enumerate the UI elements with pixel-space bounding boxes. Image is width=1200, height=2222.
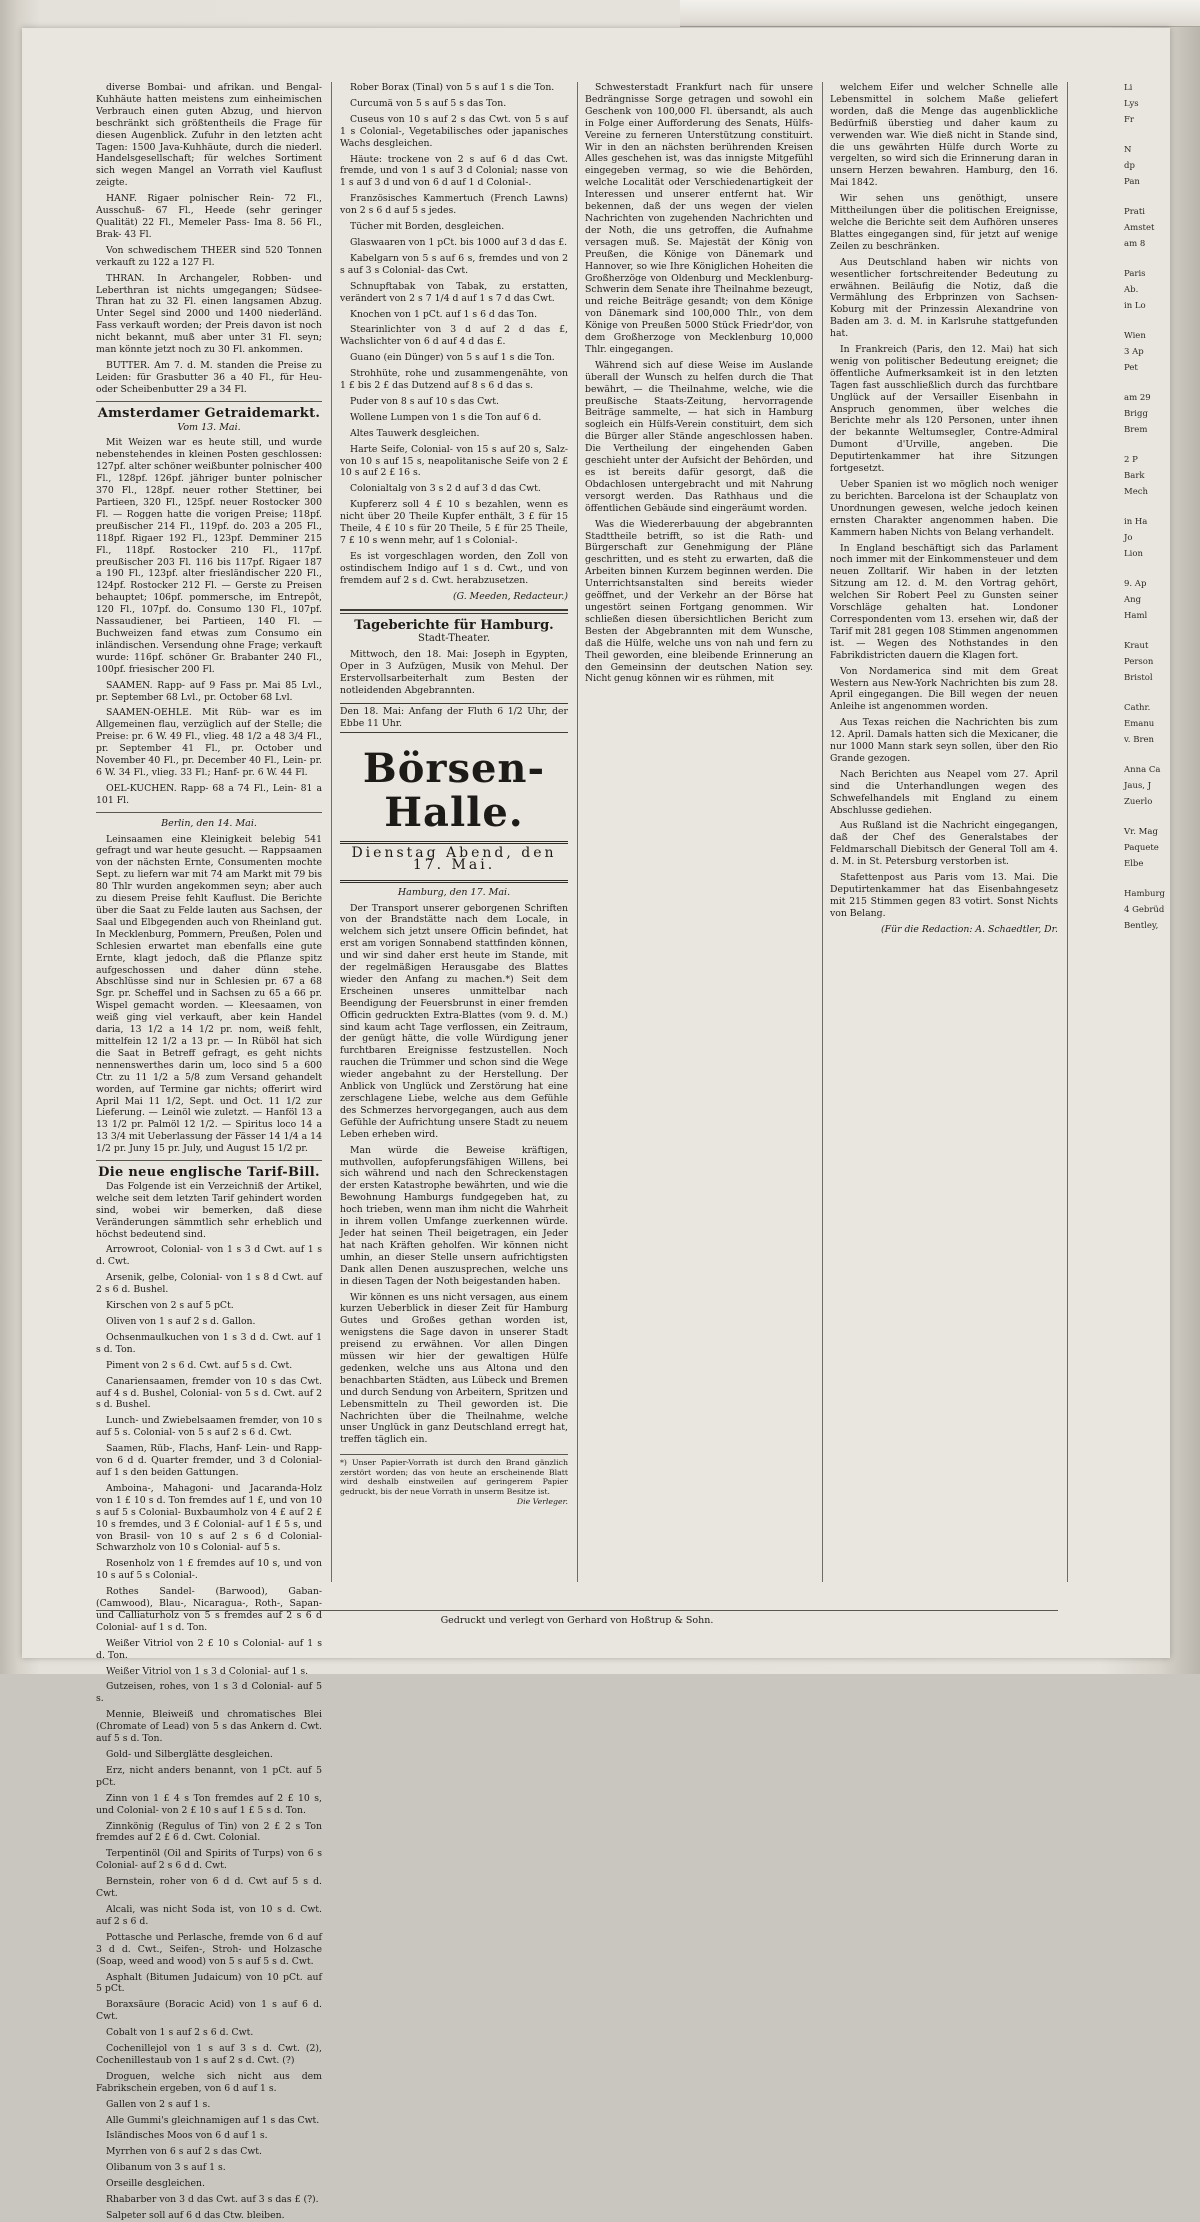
edge-fragment: Pan — [1124, 177, 1140, 187]
edge-fragment: Lys — [1124, 99, 1139, 109]
edge-fragment: Ab. — [1124, 285, 1139, 295]
tariff-entry: Rothes Sandel- (Barwood), Gaban- (Camwood), Blau-, Nicaragua-, Roth-, Sapan- und Calliaturholz von 5 s fremdes auf 2 s 6 d Colonial- auf 1 s d. Ton. — [96, 1586, 322, 1633]
tariff-entry: Kabelgarn von 5 s auf 6 s, fremdes und von 2 s auf 3 s Colonial- das Cwt. — [340, 252, 568, 276]
separator — [96, 812, 322, 813]
paragraph: In Frankreich (Paris, den 12. Mai) hat sich wenig von politischer Bedeutung ereignet; die öffentliche Aufmerksamkeit ist in den letzten Tagen fast ausschließlich durch das furchtbare Unglück auf der Versailler Eisenbahn in Anspruch genommen, über welches die Berichte mehr als 120 Personen, unter ihnen der bekannte Weltumsegler, Contre-Admiral Dumont d'Urville, angeben. Die Deputirtenkammer hat ihre Sitzungen fortgesetzt. — [830, 344, 1058, 475]
tariff-entry: Terpentinöl (Oil and Spirits of Turps) von 6 s Colonial- auf 2 s 6 d d. Cwt. — [96, 1848, 322, 1872]
edge-fragment: Brem — [1124, 425, 1148, 435]
footnote-signature: Die Verleger. — [516, 1496, 568, 1506]
edge-fragment: Fr — [1124, 115, 1134, 125]
paragraph: Wir sehen uns genöthigt, unsere Mittheilungen über die politischen Ereignisse, welche die Berichte seit dem Aufhören unseres Blattes eingegangen sind, für jetzt auf wenige Zeilen zu beschränken. — [830, 193, 1058, 252]
paragraph: Aus Rußland ist die Nachricht eingegangen, daß der Chef des Generalstabes der Feldmarschall Diebitsch der General Toll am 4. d. M. in St. Petersburg verstorben ist. — [830, 820, 1058, 868]
double-rule — [340, 609, 568, 614]
tariff-entry: Französisches Kammertuch (French Lawns) von 2 s 6 d auf 5 s jedes. — [340, 193, 568, 217]
paragraph: welchem Eifer und welcher Schnelle alle Lebensmittel in solchem Maße geliefert worden, daß die Menge das augenblickliche Bedürfniß überstieg und daher kaum zu verwenden war. Wie dieß nicht in Stande sind, die uns gewährten Hülfe durch Worte zu vergelten, so wird sich die Erinnerung daran in unsern Herzen bewahren. Hamburg, den 16. Mai 1842. — [830, 82, 1058, 189]
tariff-entry: Arrowroot, Colonial- von 1 s 3 d Cwt. auf 1 s d. Cwt. — [96, 1244, 322, 1268]
tariff-entry: Oliven von 1 s auf 2 s d. Gallon. — [106, 1316, 256, 1327]
edge-fragment: Brigg — [1124, 409, 1148, 419]
theatre-venue: Stadt-Theater. — [417, 633, 491, 645]
paragraph: HANF. Rigaer polnischer Rein- 72 Fl., Ausschuß- 67 Fl., Heede (sehr geringer Qualität) 22 Fl., Memeler Pass- Ima 8. 56 Fl., Brak- 43 Fl. — [96, 193, 322, 240]
tariff-entry: Zinnkönig (Regulus of Tin) von 2 £ 2 s Ton fremdes auf 2 £ 6 d. Cwt. Colonial. — [96, 1820, 322, 1844]
paragraph: Aus Texas reichen die Nachrichten bis zum 12. April. Damals hatten sich die Mexicaner, die nur 1000 Mann stark seyn sollen, über den Rio Grande gezogen. — [830, 717, 1058, 764]
tide-times: Den 18. Mai: Anfang der Fluth 6 1/2 Uhr, der Ebbe 11 Uhr. — [340, 703, 568, 733]
redacteur-signature: (G. Meeden, Redacteur.) — [453, 590, 568, 602]
tariff-entry: Gold- und Silberglätte desgleichen. — [106, 1749, 273, 1760]
tariff-entry: Rosenholz von 1 £ fremdes auf 10 s, und von 10 s auf 5 s Colonial-. — [96, 1558, 322, 1582]
masthead-rule — [340, 841, 568, 844]
edge-fragment: Elbe — [1124, 859, 1144, 869]
adjacent-page-fragments — [1124, 82, 1168, 1602]
edge-fragment: Bristol — [1124, 673, 1153, 683]
political-news — [830, 82, 1058, 920]
amsterdam-report — [96, 437, 322, 806]
paragraph: SAAMEN-OEHLE. Mit Rüb- war es im Allgemeinen flau, verzüglich auf der Stelle; die Preise: pr. 6 W. 49 Fl., vlieg. 48 1/2 a 48 3/4 Fl., pr. September 41 Fl., pr. October und November 40 Fl., pr. December 40 Fl., Lein- pr. 6 W. 34 Fl., vlieg. 33 Fl.; Hanf- pr. 6 W. 44 Fl. — [96, 707, 322, 778]
tariff-entry: Mennie, Bleiweiß und chromatisches Blei (Chromate of Lead) von 5 s das Ankern d. Cwt. auf 5 s d. Ton. — [96, 1709, 322, 1745]
tariff-list-continued — [340, 82, 568, 587]
edge-fragment: in Lo — [1124, 301, 1146, 311]
tariff-entry: Tücher mit Borden, desgleichen. — [350, 221, 505, 233]
paragraph: Mit Weizen war es heute still, und wurde nebenstehendes in kleinen Posten geschlossen: 127pf. alter schöner weißbunter polnischer 400 Fl., 128pf. 126pf. jähriger bunter polnischer 370 Fl., 128pf. neuer rother Stettiner, bei Partieen, 320 Fl., 125pf. neuer Rostocker 300 Fl. — Roggen hatte die vorigen Preise; 118pf. preußischer 214 Fl., 119pf. do. 203 a 205 Fl., 118pf. Rigaer 192 Fl., 123pf. Demminer 215 Fl., 118pf. Rostocker 210 Fl., 117pf. preußischer 203 Fl. 116 bis 117pf. Rigaer 187 a 190 Fl., 123pf. alter friesländischer 220 Fl., 124pf. Rostocker 212 Fl. — Gerste zu Preisen behauptet; 106pf. pommersche, im Entrepôt, 120 Fl., 107pf. do. Consumo 130 Fl., 107pf. Nassaudiener, bei Partieen, 140 Fl. — Buchweizen fand etwas zum Consumo ein inländischen. Versendung ohne Frage; verkauft wurde: 116pf. schöner Gr. Brabanter 240 Fl., 100pf. friesischer 200 Fl. — [96, 437, 322, 675]
tariff-heading: Die neue englische Tarif-Bill. — [98, 1165, 320, 1181]
tariff-entry: Zinn von 1 £ 4 s Ton fremdes auf 2 £ 10 s, und Colonial- von 2 £ 10 s auf 1 £ 5 s d. Ton. — [96, 1792, 322, 1816]
edge-fragment: v. Bren — [1124, 735, 1155, 745]
tariff-entry: Glaswaaren von 1 pCt. bis 1000 auf 3 d das £. — [350, 236, 568, 248]
edge-fragment: am 29 — [1124, 393, 1151, 403]
tariff-entry: Rhabarber von 3 d das Cwt. auf 3 s das £ (?). — [106, 2194, 319, 2206]
edge-fragment: Jo — [1124, 533, 1133, 543]
tariff-entry: Stearinlichter von 3 d auf 2 d das £, Wachslichter von 6 d auf 4 d das £. — [340, 324, 568, 348]
paragraph: Leinsaamen eine Kleinigkeit belebig 541 gefragt und war heute gesucht. — Rappsaamen von der nächsten Ernte, Consumenten mochte Sept. zu liefern war mit 74 am Markt mit 79 bis 80 Thlr wurden angekommen seyn; aber auch zu diesem Preise fehlt Kauflust. Die Berichte über die Saat zu Felde lauten aus Sachsen, der Saal und Elbgegenden auch von Rheinland gut. In Mecklenburg, Pommern, Preußen, Polen und Schlesien erwartet man ebenfalls eine gute Ernte, klagt jedoch, daß die Pflanze spitz aufgeschossen und daher dünn stehe. Abschlüsse sind nur in Schlesien pr. 67 a 68 Sgr. pr. Scheffel und in Sachsen zu 65 a 66 pr. Wispel gemacht worden. — Kleesaamen, von weiß ging viel verkauft, aber kein Handel daria, 13 1/2 a 14 1/2 pr. nom, weiß fehlt, mittelfein 12 1/2 a 13 pr. — In Rüböl hat sich die Saat in Betreff gefragt, es geht nichts nennenswerthes darin um, loco sind 5 a 600 Ctr. zu 11 1/2 a 5/8 zum Versand gehandelt worden, auf Termine gar nichts; offerirt wird April Mai 11 1/2, Sept. und Oct. 11 1/2 zur Lieferung. — Leinöl wie zuletzt. — Hanföl 13 a 13 1/2 pr. Palmöl 12 1/2. — Spiritus loco 14 a 13 3/4 mit Ueberlassung der Fässer 14 1/4 a 14 1/2 pr. Juny 15 pr. July, und August 15 1/2 pr. — [96, 833, 322, 1155]
edge-fragment: Bark — [1124, 471, 1145, 481]
edge-fragment: Hamburg — [1124, 889, 1165, 899]
footnote-text: *) Unser Papier-Vorrath ist durch den Brand gänzlich zerstört worden; das von heute an erscheinende Blatt wird deshalb einstweilen auf geringerem Papier gedruckt, bis der neue Vorrath in unserm Besitze ist. — [340, 1458, 568, 1497]
column-rule — [577, 82, 578, 1582]
paragraph: BUTTER. Am 7. d. M. standen die Preise zu Leiden: für Grasbutter 36 a 40 Fl., für Heu- oder Scheibenbutter 29 a 34 Fl. — [96, 359, 322, 395]
tariff-entry: Cuseus von 10 s auf 2 s das Cwt. von 5 s auf 1 s Colonial-, Vegetabilisches oder japanisches Wachs desgleichen. — [340, 113, 568, 149]
tariff-entry: Puder von 8 s auf 10 s das Cwt. — [350, 395, 499, 407]
edge-fragment: Person — [1124, 657, 1154, 667]
tariff-entry: Erz, nicht anders benannt, von 1 pCt. auf 5 pCt. — [96, 1764, 322, 1788]
column-relief-report — [585, 82, 813, 1602]
paragraph: Von Nordamerica sind mit dem Great Western aus New-York Nachrichten bis zum 28. April eingegangen. Die Bill wegen der neuen Anleihe ist angenommen worden. — [830, 665, 1058, 713]
tariff-entry: Pottasche und Perlasche, fremde von 6 d auf 3 d d. Cwt., Seifen-, Stroh- und Holzasche (Soap, weed and wood) von 5 s auf 5 s d. Cwt. — [96, 1931, 322, 1967]
edge-fragment: Prati — [1124, 207, 1145, 217]
tariff-entry: Isländisches Moos von 6 d auf 1 s. — [106, 2130, 268, 2142]
column-theatre-boersen — [340, 82, 568, 1602]
paragraph: diverse Bombai- und afrikan. und Bengal-Kuhhäute hatten meistens zum einheimischen Verbrauch einen guten Abzug, und hiervon beschränkt sich größtentheils die Frage für diesen Augenblick. Zufuhr in den letzten acht Tagen: 1500 Java-Kuhhäute, durch die niederl. Handelsgesellschaft; für welches Sortiment sich wegen Mangel an Vorrath viel Kauflust zeigte. — [96, 82, 322, 189]
edge-fragment: Jaus, J — [1124, 781, 1152, 791]
edge-fragment: Zuerlo — [1124, 797, 1153, 807]
tariff-entry: Cobalt von 1 s auf 2 s 6 d. Cwt. — [106, 2027, 254, 2039]
tariff-entry: Canariensaamen, fremder von 10 s das Cwt. auf 4 s d. Bushel, Colonial- von 5 s d. Cwt. auf 2 s d. Bushel. — [96, 1375, 323, 1411]
tariff-entry: Rober Borax (Tinal) von 5 s auf 1 s die Ton. — [350, 82, 555, 93]
tariff-entry: Arsenik, gelbe, Colonial- von 1 s 8 d Cwt. auf 2 s 6 d. Bushel. — [96, 1272, 322, 1296]
tariff-entry: Boraxsäure (Boracic Acid) von 1 s auf 6 d. Cwt. — [96, 1999, 322, 2023]
tariff-entry: Gallen von 2 s auf 1 s. — [106, 2098, 211, 2110]
edge-fragment: in Ha — [1124, 517, 1148, 527]
tariff-entry: Piment von 2 s 6 d. Cwt. auf 5 s d. Cwt. — [106, 1359, 293, 1371]
tariff-entry: Weißer Vitriol von 1 s 3 d Colonial- auf 1 s. — [106, 1665, 309, 1677]
edge-fragment: 9. Ap — [1124, 579, 1147, 589]
hamburg-article — [340, 903, 568, 1447]
paragraph: OEL-KUCHEN. Rapp- 68 a 74 Fl., Lein- 81 a 101 Fl. — [96, 782, 322, 806]
amsterdam-heading: Amsterdamer Getraidemarkt. — [97, 405, 321, 421]
paragraph: SAAMEN. Rapp- auf 9 Fass pr. Mai 85 Lvl., pr. September 68 Lvl., pr. October 68 Lvl. — [96, 679, 322, 703]
tariff-entry: Wollene Lumpen von 1 s die Ton auf 6 d. — [350, 411, 542, 423]
masthead-rule — [340, 880, 568, 883]
edge-fragment: dp — [1124, 161, 1135, 171]
edge-fragment: Kraut — [1124, 641, 1149, 651]
tariff-entry: Amboina-, Mahagoni- und Jacaranda-Holz von 1 £ 10 s d. Ton fremdes auf 1 £, und von 10 s auf 5 s Colonial- Buxbaumholz von 4 £ auf 2 £ 10 s fremdes, und 3 £ Colonial- auf 1 £ 5 s, und von Brasil- von 10 s auf 2 s 6 d Colonial-Schwarzholz von 10 s Colonial- auf 5 s. — [96, 1482, 322, 1554]
tariff-entry: Schnupftabak von Tabak, zu erstatten, verändert von 2 s 7 1/4 d auf 1 s 7 d das Cwt. — [340, 280, 568, 304]
paragraph: Nach Berichten aus Neapel vom 27. April sind die Unterhandlungen wegen des Schwefelhandels mit England zu einem Abschlusse gediehen. — [830, 768, 1058, 816]
paragraph: Wir können es uns nicht versagen, aus einem kurzen Ueberblick in dieser Zeit für Hamburg Gutes und Großes gethan worden ist, wenigstens die Sage davon in unserer Stadt preisend zu erwähnen. Vor allen Dingen müssen wir hier der gewaltigen Hülfe gedenken, welche uns aus Altona und den benachbarten Städten, aus Lübeck und Bremen und durch Sendung von Arbeitern, Spritzen und Lebensmitteln zu Theil geworden ist. Die Nachrichten über die Theilnahme, welche unser Unglück in ganz Deutschland erregt hat, treffen täglich ein. — [340, 1291, 568, 1446]
edge-fragment: 4 Gebrüd — [1124, 905, 1165, 915]
separator — [96, 401, 322, 402]
daily-reports-heading: Tageberichte für Hamburg. — [354, 617, 554, 633]
tariff-entry: Das Folgende ist ein Verzeichniß der Artikel, welche seit dem letzten Tarif gehindert worden sind, wobei wir bemerken, daß diese Veränderungen sämmtlich sehr erheblich und höchst bedeutend sind. — [96, 1180, 322, 1240]
edge-fragment: am 8 — [1124, 239, 1146, 249]
boersen-halle-masthead: Börsen-Halle. — [362, 744, 546, 836]
tariff-entry: Alcali, was nicht Soda ist, von 10 s d. Cwt. auf 2 s 6 d. — [96, 1903, 322, 1927]
edge-fragment: Paquete — [1124, 843, 1159, 853]
edge-fragment: Haml — [1124, 611, 1148, 621]
edge-fragment: Amstet — [1124, 223, 1155, 233]
tariff-entry: Strohhüte, rohe und zusammengenähte, von 1 £ bis 2 £ das Dutzend auf 8 s 6 d das s. — [340, 368, 568, 392]
edge-fragment: 3 Ap — [1124, 347, 1144, 357]
tariff-entry: Bernstein, roher von 6 d d. Cwt auf 5 s d. Cwt. — [96, 1876, 322, 1900]
tariff-entry: Saamen, Rüb-, Flachs, Hanf- Lein- und Rapp- von 6 d d. Quarter fremder, und 3 d Colonial- auf 1 s den beiden Gattungen. — [96, 1443, 322, 1478]
market-intro — [96, 82, 322, 396]
theatre-listing: Mittwoch, den 18. Mai: Joseph in Egypten, Oper in 3 Aufzügen, Musik von Mehul. Der Erstervollsarbeiterhalt zum Besten der notleidenden Abgebrannten. — [340, 649, 568, 697]
paragraph: Schwesterstadt Frankfurt nach für unsere Bedrängnisse Sorge getragen und sowohl ein Geschenk von 100,000 Fl. übersandt, als auch in Folge einer Aufforderung des Senats, Hülfs-Vereine zu ferneren Unterstützung constituirt. Wir in den an nächsten berührenden Kreisen Alles geschehen ist, was das innigste Mitgefühl eingegeben vermag, so wie die Behörden, welche Localität oder Verschiedenartigkeit der Interessen und unserer entfernt hat. Wir bekennen, daß der uns wegen der vielen Nachrichten von zugehenden Nachrichten und der Noth, die uns getroffen, die Aufnahme versagen muß. Se. Majestät der König von Preußen, die Könige von Dänemark und Hannover, so wie Ihre Königlichen Hoheiten die Großherzöge von Oldenburg und Mecklenburg-Schwerin dem Senate ihre Theilnahme bezeugt, und reiche Beiträge gesandt; von dem Könige von Dänemark sind 100,000 Thlr., von dem Könige von Preußen 5000 Stück Friedr'dor, von dem Großherzoge von Mecklenburg 10,000 Thlr. eingegangen. — [585, 82, 813, 355]
tariff-entry: Gutzeisen, rohes, von 1 s 3 d Colonial- auf 5 s. — [96, 1681, 322, 1705]
berlin-report — [96, 834, 322, 1155]
tariff-entry: Knochen von 1 pCt. auf 1 s 6 d das Ton. — [350, 308, 538, 320]
separator — [96, 1160, 322, 1161]
tariff-entry: Olibanum von 3 s auf 1 s. — [106, 2162, 226, 2174]
tariff-entry: Orseille desgleichen. — [106, 2178, 205, 2190]
paragraph: Stafettenpost aus Paris vom 13. Mai. Die Deputirtenkammer hat das Eisenbahngesetz mit 215 Stimmen gegen 83 votirt. Sonst Nichts von Belang. — [830, 872, 1058, 919]
tariff-entry: Guano (ein Dünger) von 5 s auf 1 s die Ton. — [350, 352, 555, 364]
edge-fragment: Paris — [1124, 269, 1146, 279]
tariff-entry: Myrrhen von 6 s auf 2 s das Cwt. — [106, 2146, 262, 2158]
tariff-entry: Es ist vorgeschlagen worden, den Zoll von ostindischem Indigo auf 1 s d. Cwt., und von fremdem auf 2 s d. Cwt. herabzusetzen. — [340, 550, 568, 586]
edge-fragment: Li — [1124, 83, 1133, 93]
editor-line: (Für die Redaction: A. Schaedtler, Dr. — [881, 923, 1058, 935]
paragraph: Man würde die Beweise kräftigen, muthvollen, aufopferungsfähigen Willens, bei sich während und nach den Schreckenstagen der ersten Katastrophe bewährten, und wie die Bewohnung Hamburgs fundgegeben hat, zu hoch trieben, wenn man ihm nicht die Wahrheit in ihrem vollen Umfange zuerkennen würde. Jeder hat seinen Theil beigetragen, ein Jeder hat nach Kräften geholfen. Wir können nicht umhin, an dieser Stelle unsern aufrichtigsten Dank allen Denen auszusprechen, welche uns in diesen Tagen der Noth beigestanden haben. — [340, 1144, 568, 1287]
issue-dateline: Dienstag Abend, den 17. Mai. — [351, 844, 557, 873]
tariff-entry: Curcumä von 5 s auf 5 s das Ton. — [350, 97, 507, 109]
paragraph: In England beschäftigt sich das Parlament noch immer mit der Einkommensteuer und dem neuen Zolltarif. Wir haben in der letzten Sitzung am 12. d. M. den Vortrag gehört, welchen Sir Robert Peel zu Gunsten seiner Vorschläge gehalten hat. Londoner Correspondenten vom 13. ersehen wir, daß der Tarif mit 281 gegen 108 Stimmen angenommen ist. — Wegen des Nothstandes in den Fabrikdistricten dauern die Klagen fort. — [830, 542, 1058, 661]
tariff-entry: Harte Seife, Colonial- von 15 s auf 20 s, Salz- von 10 s auf 15 s, neapolitanische Seife von 2 £ 10 s auf 2 £ 16 s. — [340, 443, 568, 479]
tariff-entry: Altes Tauwerk desgleichen. — [350, 427, 480, 439]
edge-fragment: Wien — [1124, 331, 1146, 341]
edge-fragment: 2 P — [1124, 455, 1138, 465]
paragraph: Von schwedischem THEER sind 520 Tonnen verkauft zu 122 a 127 Fl. — [96, 244, 322, 268]
tariff-entry: Colonialtalg von 3 s 2 d auf 3 d das Cwt. — [350, 483, 541, 495]
tariff-entry: Droguen, welche sich nicht aus dem Fabrikschein ergeben, von 6 d auf 1 s. — [96, 2070, 322, 2094]
tariff-entry: Kirschen von 2 s auf 5 pCt. — [106, 1300, 234, 1312]
tariff-entry: Cochenillejol von 1 s auf 3 s d. Cwt. (2), Cochenillestaub von 1 s auf 2 s d. Cwt. (?) — [96, 2043, 322, 2066]
tariff-entry: Häute: trockene von 2 s auf 6 d das Cwt. fremde, und von 1 s auf 3 d Colonial; nasse von 1 s auf 3 d und von 6 d auf 1 d Colonial-. — [340, 153, 568, 189]
tariff-entry: Asphalt (Bitumen Judaicum) von 10 pCt. auf 5 pCt. — [96, 1971, 322, 1995]
berlin-heading: Berlin, den 14. Mai. — [161, 817, 257, 829]
column-rule — [822, 82, 823, 1582]
edge-fragment: Pet — [1124, 363, 1138, 373]
edge-fragment: Bentley, — [1124, 921, 1159, 931]
paragraph: Der Transport unserer geborgenen Schriften von der Brandstätte nach dem Locale, in welchem sich jetzt unsere Officin befindet, hat erst am vorigen Sonnabend stattfinden können, und wir sind daher erst heute im Stande, mit der regelmäßigen Herausgabe des Blattes wieder den Anfang zu machen.*) Seit dem Erscheinen unseres unmittelbar nach Beendigung der Feuersbrunst in einer fremden Officin gedruckten Extra-Blattes (vom 9. d. M.) sind kaum acht Tage verflossen, ein Zeitraum, der genügt hätte, die volle Würdigung jener furchtbaren Ereignisse festzustellen. Noch rauchen die Trümmer und schon sind die Wege wieder angebahnt zu der Herstellung. Der Anblick von Unglück und Zerstörung hat eine zerschlagene Liebe, welche aus dem Gefühle des Schmerzes hervorgegangen, auch aus dem Gefühle der Aufrichtung unsere Stadt zu neuem Leben erheben wird. — [340, 902, 568, 1140]
tariff-entry: Alle Gummi's gleichnamigen auf 1 s das Cwt. — [106, 2114, 320, 2126]
publisher-footnote — [340, 1454, 568, 1506]
tariff-list — [96, 1181, 322, 2222]
edge-fragment: Cathr. — [1124, 703, 1151, 713]
tariff-entry: Salpeter soll auf 6 d das Ctw. bleiben. — [106, 2210, 285, 2221]
paragraph: THRAN. In Archangeler, Robben- und Leberthran ist nichts umgegangen; Südsee-Thran hat zu 32 Fl. einen langsamen Abzug. Unter Segel sind 2000 und 1400 niederländ. Fass verkauft worden; der Preis davon ist noch nicht bekannt, muß aber unter 31 Fl. seyn; man könnte jetzt noch zu 30 Fl. ankommen. — [96, 272, 322, 356]
paragraph: Aus Deutschland haben wir nichts von wesentlicher fortschreitender Bedeutung zu erwähnen. Beiläufig die Notiz, daß die Vermählung des Erbprinzen von Sachsen-Koburg mit der Prinzessin Alexandrine von Baden am 3. d. M. in Karlsruhe stattgefunden hat. — [830, 256, 1058, 340]
edge-fragment: Lion — [1124, 549, 1143, 559]
paragraph: Während sich auf diese Weise im Auslande überall der Wunsch zu helfen durch die That bewährt, — die Theilnahme, welche, wie die preußische Staats-Zeitung, hervorragende Beiträge sammelte, — hat sich in Hamburg sogleich ein Hülfs-Verein constituirt, dem sich die Bürger aller Stände angeschlossen haben. Die Vertheilung der eingehenden Gaben geschieht unter der Aufsicht der Behörden, und es ist bereits dafür gesorgt, daß die Obdachlosen untergebracht und mit Nahrung versorgt werden. Das Rathhaus und die öffentlichen Gebäude sind eingeräumt worden. — [585, 359, 813, 514]
edge-fragment: Vr. Mag — [1124, 827, 1158, 837]
edge-fragment: Ang — [1124, 595, 1142, 605]
hamburg-heading: Hamburg, den 17. Mai. — [397, 886, 511, 898]
tariff-entry: Weißer Vitriol von 2 £ 10 s Colonial- auf 1 s d. Ton. — [96, 1637, 322, 1661]
paragraph: Ueber Spanien ist wo möglich noch weniger zu berichten. Barcelona ist der Schauplatz von Unordnungen gewesen, welche jedoch keinen ernsten Charakter angenommen haben. Die Kammern haben Nichts von Belang verhandelt. — [830, 479, 1058, 538]
adjacent-page-edge — [680, 0, 1200, 27]
column-market-reports — [96, 82, 323, 2221]
amsterdam-date: Vom 13. Mai. — [177, 421, 241, 433]
paragraph: Was die Wiedererbauung der abgebrannten Stadttheile betrifft, so ist die Rath- und Bürgerschaft zur Genehmigung der Pläne geschritten, und es steht zu erwarten, daß die Arbeiten binnen Kurzem beginnen werden. Die Unterrichtsanstalten sind bereits wieder geöffnet, und der Verkehr an der Börse hat ungestört seinen Fortgang genommen. Wir schließen diesen übersichtlichen Bericht zum Besten der Abgebrannten mit dem Wunsche, daß die Hülfe, welche uns von nah und fern zu Theil geworden, eine bleibende Erinnerung an den Gemeinsinn der deutschen Nation sey. Nicht genug können wir es rühmen, mit — [585, 518, 813, 685]
column-rule — [331, 82, 332, 1582]
edge-fragment: Emanu — [1124, 719, 1155, 729]
tariff-entry: Kupfererz soll 4 £ 10 s bezahlen, wenn es nicht über 20 Theile Kupfer enthält, 3 £ für 15 Theile, 4 £ 10 s für 20 Theile, 5 £ für 25 Theile, 7 £ 10 s wenn mehr, auf 1 s Colonial-. — [340, 499, 568, 546]
edge-fragment: Anna Ca — [1124, 765, 1161, 775]
column-rule — [1067, 82, 1068, 1582]
edge-fragment: Mech — [1124, 487, 1148, 497]
relief-article — [585, 82, 813, 685]
tariff-entry: Ochsenmaulkuchen von 1 s 3 d d. Cwt. auf 1 s d. Ton. — [96, 1331, 322, 1355]
tariff-entry: Lunch- und Zwiebelsaamen fremder, von 10 s auf 5 s. Colonial- von 5 s auf 2 s 6 d. Cwt. — [96, 1415, 322, 1439]
printer-imprint: Gedruckt und verlegt von Gerhard von Hoßtrup & Sohn. — [96, 1610, 1058, 1626]
edge-fragment: N — [1124, 145, 1132, 155]
column-political-news — [830, 82, 1058, 1602]
